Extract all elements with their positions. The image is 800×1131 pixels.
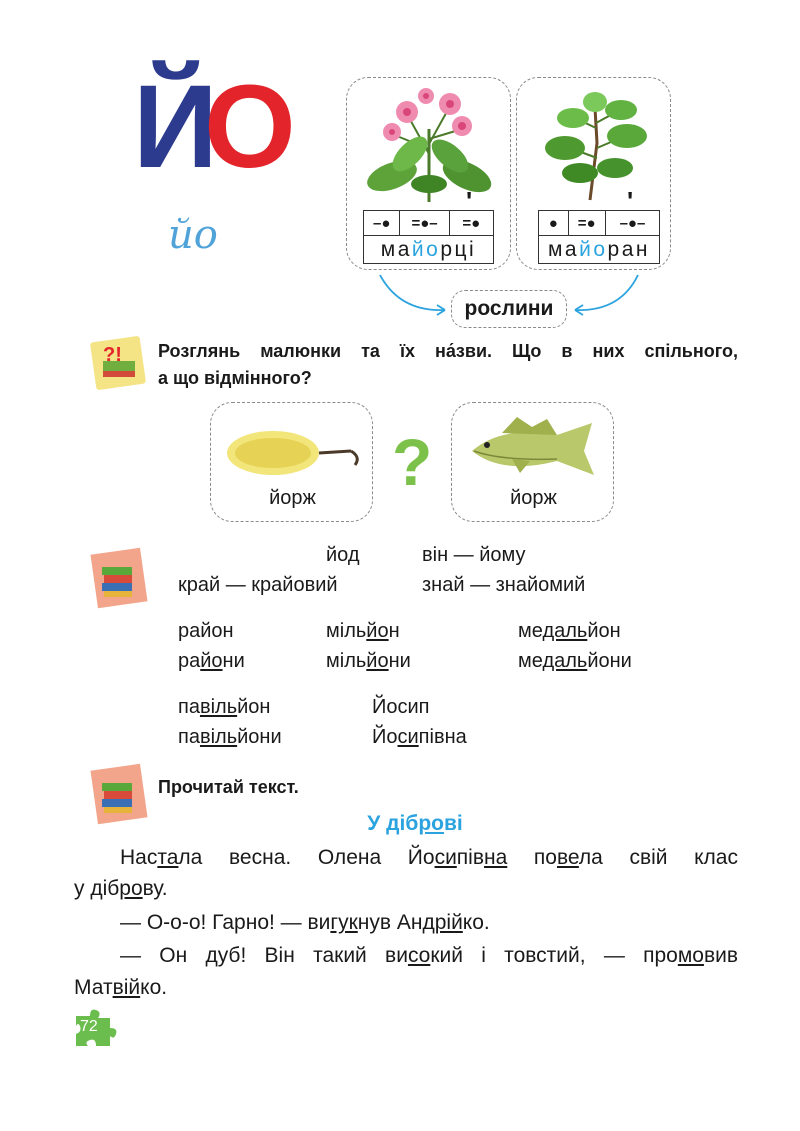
letter-y-upper: Й [133,61,216,193]
word-yosypivna: Йосипівна [372,726,467,748]
word-mayoran [538,236,660,264]
brush-icon [223,421,363,481]
group-label-plants: рослини [451,290,567,328]
word-milion: мільйон [326,620,400,642]
story-line: у діброву. [74,877,168,900]
svg-text:?!: ?! [103,344,122,366]
scheme-cell: =●– [400,211,449,235]
word-medaliony: медальйони [518,650,632,672]
word-yorzh-brush: йорж [269,487,316,509]
word-krai-kraiovyi: край — крайовий [178,574,338,596]
word-yorzh-fish: йорж [510,487,557,509]
word-part: ма [547,237,580,261]
word-yod: йод [326,544,360,566]
story-line: — О-о-о! Гарно! — вигукнув Андрійко. [120,911,490,934]
word-vin-yomu: він — йому [422,544,526,566]
word-raion: район [178,620,234,642]
word-part: рці [440,237,477,261]
sound-scheme [363,210,494,264]
scheme-cell: =● [569,211,606,235]
task1-line: Розглянь малюнки та їх на́зви. Що в них спільного, [158,341,738,361]
question-mark-icon [386,425,436,495]
scheme-cell: –● [364,211,400,235]
svg-text:?: ? [392,425,433,495]
letter-yo-script: йо [168,212,218,258]
word-yosyp: Йосип [372,696,430,718]
stress-mark: ʹ [466,186,473,216]
stress-mark: ʹ [627,186,634,216]
page-number: 72 [80,1018,98,1035]
marjoram-plant-icon [535,88,655,203]
word-part-highlight: йо [411,237,441,261]
sound-scheme [538,210,660,264]
word-part-highlight: йо [579,237,608,261]
books-icon [88,547,150,609]
task2-instruction: Прочитай текст. [158,777,299,797]
word-part: ма [380,237,412,261]
word-miliony: мільйони [326,650,411,672]
scheme-cell: =● [462,214,481,232]
word-raiony: райони [178,650,245,672]
story-title: У діброві [367,812,463,835]
plant-card-marigold [346,77,511,270]
word-medalion: медальйон [518,620,621,642]
scheme-cell: –●– [619,214,646,232]
story-line: Матвійко. [74,976,168,999]
question-book-icon [85,333,151,393]
word-znai-znaiomyi: знай — знайомий [422,574,586,596]
word-part: ран [607,237,650,261]
scheme-cell: ● [539,211,569,235]
ruffe-fish-icon [462,413,607,483]
story-line: — Он дуб! Він такий високий і товстий, — промовив [120,944,738,967]
word-mayortsi [363,236,494,264]
marigold-flower-icon [362,84,497,204]
plant-card-marjoram [516,77,671,270]
story-line: Настала весна. Олена Йосипівна повела свій клас [120,846,738,869]
task1-line: а що відмінного? [158,368,312,388]
card-fish [451,402,614,522]
word-pavilion: павільйон [178,696,271,718]
word-paviliony: павільйони [178,726,282,748]
card-brush [210,402,373,522]
letter-o-upper: О [204,61,296,193]
task1-instruction [158,338,738,392]
